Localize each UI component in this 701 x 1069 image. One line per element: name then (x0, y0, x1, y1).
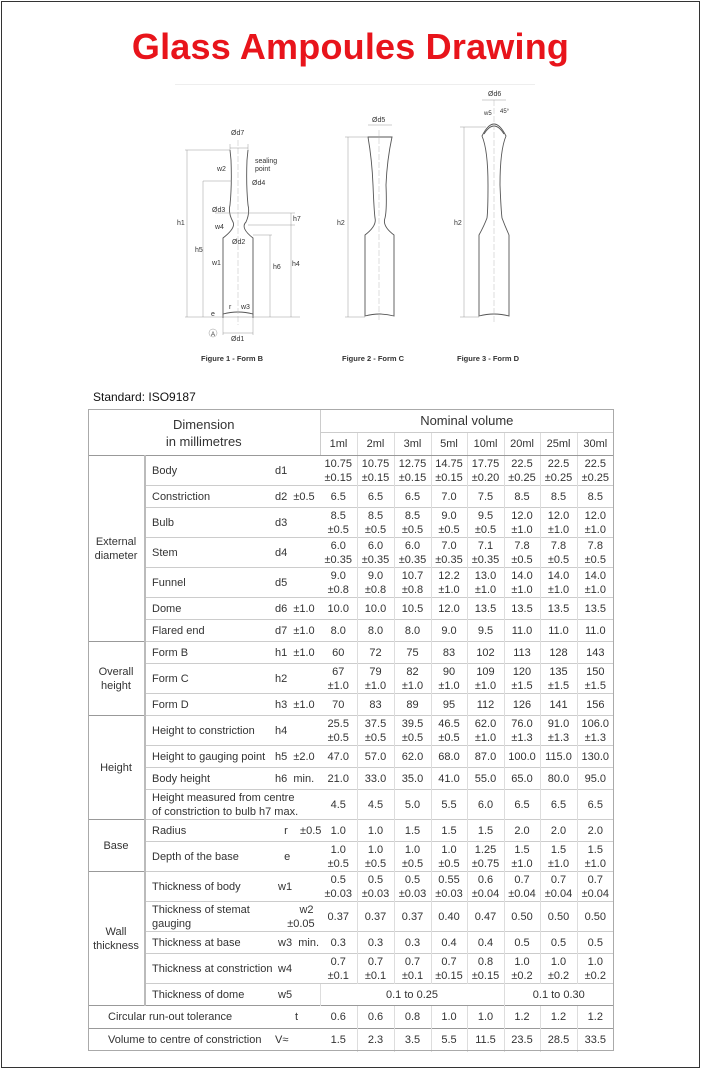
table-row (88, 664, 613, 694)
table-row (88, 716, 613, 746)
value-cell: 1.5 (431, 820, 467, 842)
dimension-label: Dome (145, 598, 275, 620)
value-cell: 37.5 ±0.5 (357, 716, 394, 746)
value-cell: 135 ±1.5 (540, 664, 577, 694)
svg-text:r: r (229, 304, 232, 311)
value-cell: 0.40 (431, 902, 467, 932)
value-cell: 87.0 (467, 746, 504, 768)
value-cell: 8.5 ±0.5 (320, 508, 357, 538)
table-row (88, 598, 613, 620)
dimension-label: Stem (145, 538, 275, 568)
dimension-label: Depth of the base (145, 842, 275, 872)
volume-header: 5ml (431, 433, 467, 456)
value-cell: 79 ±1.0 (357, 664, 394, 694)
table-row (88, 620, 613, 642)
group-label: Overall height (88, 642, 145, 716)
value-cell: 21.0 (320, 768, 357, 790)
value-cell: 13.5 (540, 598, 577, 620)
value-cell: 0.6 (320, 1006, 357, 1029)
table-row (88, 486, 613, 508)
dimension-label: Form B (145, 642, 275, 664)
value-cell: 13.5 (577, 598, 613, 620)
value-cell: 106.0 ±1.3 (577, 716, 613, 746)
value-cell: 0.47 (467, 902, 504, 932)
dimension-code: h6 min. (275, 768, 320, 790)
table-row (88, 538, 613, 568)
value-cell: 1.5 ±1.0 (577, 842, 613, 872)
value-cell: 67 ±1.0 (320, 664, 357, 694)
dimension-label: Thickness of stemat gauging (145, 902, 275, 932)
dimension-code: d6 ±1.0 (275, 598, 320, 620)
value-cell: 0.7 ±0.1 (394, 954, 431, 984)
value-cell: 8.5 ±0.5 (394, 508, 431, 538)
table-row (88, 954, 613, 984)
value-cell: 0.5 ±0.03 (357, 872, 394, 902)
value-cell: 41.0 (431, 768, 467, 790)
dimension-code: d4 (275, 538, 320, 568)
table-row (88, 508, 613, 538)
value-cell: 1.0 (467, 1006, 504, 1029)
table-row (88, 568, 613, 598)
value-cell: 90 ±1.0 (431, 664, 467, 694)
value-cell: 12.0 (431, 598, 467, 620)
value-cell: 10.5 (394, 598, 431, 620)
value-cell: 4.5 (357, 790, 394, 820)
value-cell: 9.0 (431, 620, 467, 642)
value-cell: 7.8 ±0.5 (504, 538, 540, 568)
value-cell: 11.0 (504, 620, 540, 642)
value-cell: 72 (357, 642, 394, 664)
volume-header: 1ml (320, 433, 357, 456)
value-cell: 22.5 ±0.25 (540, 456, 577, 486)
volume-header: 20ml (504, 433, 540, 456)
value-cell: 6.0 ±0.35 (394, 538, 431, 568)
value-cell: 0.1 to 0.25 (320, 984, 504, 1006)
dimension-code: h4 (275, 716, 320, 746)
value-cell: 0.6 (357, 1006, 394, 1029)
value-cell: 14.75 ±0.15 (431, 456, 467, 486)
dimension-label: Radius (145, 820, 275, 842)
svg-text:h5: h5 (195, 247, 203, 254)
value-cell: 5.5 (431, 790, 467, 820)
value-cell: 10.75 ±0.15 (357, 456, 394, 486)
svg-text:w3: w3 (241, 304, 250, 311)
value-cell: 22.5 ±0.25 (504, 456, 540, 486)
value-cell: 0.50 (577, 902, 613, 932)
dimension-label: Thickness of dome (145, 984, 275, 1006)
value-cell: 76.0 ±1.3 (504, 716, 540, 746)
table-row (88, 456, 613, 486)
group-label: External diameter (88, 456, 145, 642)
value-cell: 0.8 ±0.15 (467, 954, 504, 984)
value-cell: 3.5 (394, 1029, 431, 1052)
table-row (88, 902, 613, 932)
value-cell: 62.0 ±1.0 (467, 716, 504, 746)
page-title: Glass Ampoules Drawing (131, 26, 570, 67)
value-cell: 6.5 (357, 486, 394, 508)
figure-1-labels (177, 130, 301, 363)
value-cell: 0.5 (540, 932, 577, 954)
dimension-code: t (275, 1006, 320, 1029)
value-cell: 7.0 (431, 486, 467, 508)
svg-text:Ød1: Ød1 (231, 336, 245, 343)
value-cell: 80.0 (540, 768, 577, 790)
svg-text:h1: h1 (177, 220, 185, 227)
dimension-code: e (275, 842, 320, 872)
value-cell: 0.1 to 0.30 (504, 984, 613, 1006)
svg-text:w1: w1 (212, 260, 221, 267)
value-cell: 8.0 (320, 620, 357, 642)
value-cell: 6.5 (577, 790, 613, 820)
value-cell: 130.0 (577, 746, 613, 768)
dimension-label: Constriction (145, 486, 275, 508)
svg-text:w5: w5 (484, 111, 492, 117)
value-cell: 17.75 ±0.20 (467, 456, 504, 486)
dimension-label: Funnel (145, 568, 275, 598)
value-cell: 28.5 (540, 1029, 577, 1052)
svg-text:Ød2: Ød2 (232, 239, 246, 246)
value-cell: 11.5 (467, 1029, 504, 1052)
value-cell: 1.0 ±0.5 (357, 842, 394, 872)
table-row (88, 642, 613, 664)
svg-text:e: e (211, 311, 215, 318)
value-cell: 14.0 ±1.0 (577, 568, 613, 598)
value-cell: 1.5 (320, 1029, 357, 1052)
value-cell: 55.0 (467, 768, 504, 790)
dimension-label: Height measured from centre of constriction to bulb h7 max. (145, 790, 320, 820)
value-cell: 0.5 ±0.03 (320, 872, 357, 902)
value-cell: 1.2 (577, 1006, 613, 1029)
value-cell: 10.7 ±0.8 (394, 568, 431, 598)
dimension-code: h3 ±1.0 (275, 694, 320, 716)
table-row (88, 1006, 613, 1029)
value-cell: 0.37 (357, 902, 394, 932)
value-cell: 0.50 (504, 902, 540, 932)
value-cell: 22.5 ±0.25 (577, 456, 613, 486)
value-cell: 82 ±1.0 (394, 664, 431, 694)
dimension-label: Bulb (145, 508, 275, 538)
dimension-code: V≈ (275, 1029, 320, 1052)
header-row (88, 410, 613, 433)
value-cell: 1.5 (394, 820, 431, 842)
dimension-code: r ±0.5 (275, 820, 320, 842)
dimension-label: Flared end (145, 620, 275, 642)
svg-text:Figure 2 - Form C: Figure 2 - Form C (342, 354, 405, 363)
dimension-code: d7 ±1.0 (275, 620, 320, 642)
value-cell: 47.0 (320, 746, 357, 768)
value-cell: 0.7 ±0.1 (357, 954, 394, 984)
dimension-label: Thickness at constriction (145, 954, 275, 984)
value-cell: 141 (540, 694, 577, 716)
value-cell: 10.0 (320, 598, 357, 620)
value-cell: 70 (320, 694, 357, 716)
value-cell: 68.0 (431, 746, 467, 768)
value-cell: 83 (431, 642, 467, 664)
ampoule-drawings (170, 85, 550, 370)
dimension-code: d1 (275, 456, 320, 486)
value-cell: 0.4 (431, 932, 467, 954)
value-cell: 2.0 (540, 820, 577, 842)
value-cell: 11.0 (540, 620, 577, 642)
dimension-code: h2 (275, 664, 320, 694)
value-cell: 8.5 ±0.5 (357, 508, 394, 538)
dimension-label: Thickness at base (145, 932, 275, 954)
value-cell: 7.8 ±0.5 (540, 538, 577, 568)
standard-label: Standard: ISO9187 (93, 390, 196, 404)
value-cell: 143 (577, 642, 613, 664)
value-cell: 95 (431, 694, 467, 716)
value-cell: 6.5 (540, 790, 577, 820)
value-cell: 9.5 (467, 620, 504, 642)
value-cell: 12.0 ±1.0 (504, 508, 540, 538)
volume-header: 10ml (467, 433, 504, 456)
table-row (88, 790, 613, 820)
value-cell: 12.0 ±1.0 (540, 508, 577, 538)
value-cell: 13.5 (467, 598, 504, 620)
value-cell: 1.0 ±0.5 (320, 842, 357, 872)
value-cell: 1.5 (467, 820, 504, 842)
value-cell: 2.3 (357, 1029, 394, 1052)
value-cell: 62.0 (394, 746, 431, 768)
volume-header: 3ml (394, 433, 431, 456)
value-cell: 9.0 ±0.8 (320, 568, 357, 598)
svg-text:w4: w4 (215, 224, 224, 231)
svg-text:Ød3: Ød3 (212, 207, 226, 214)
value-cell: 150 ±1.5 (577, 664, 613, 694)
value-cell: 1.0 (320, 820, 357, 842)
svg-text:h2: h2 (454, 220, 462, 227)
dimension-code: h5 ±2.0 (275, 746, 320, 768)
value-cell: 35.0 (394, 768, 431, 790)
svg-text:sealing: sealing (255, 158, 278, 165)
svg-text:h6: h6 (273, 264, 281, 271)
value-cell: 113 (504, 642, 540, 664)
value-cell: 1.0 ±0.5 (394, 842, 431, 872)
table-row (88, 746, 613, 768)
value-cell: 1.0 ±0.2 (577, 954, 613, 984)
value-cell: 91.0 ±1.3 (540, 716, 577, 746)
volume-header: 30ml (577, 433, 613, 456)
value-cell: 0.55 ±0.03 (431, 872, 467, 902)
dimension-label: Volume to centre of constriction (88, 1029, 275, 1052)
value-cell: 10.75 ±0.15 (320, 456, 357, 486)
value-cell: 9.5 ±0.5 (467, 508, 504, 538)
value-cell: 6.0 ±0.35 (320, 538, 357, 568)
dimension-header: Dimension in millimetres (88, 410, 320, 456)
dimensions-table (88, 409, 613, 1052)
value-cell: 1.2 (504, 1006, 540, 1029)
value-cell: 156 (577, 694, 613, 716)
dimension-code: h1 ±1.0 (275, 642, 320, 664)
svg-text:point: point (255, 166, 271, 173)
value-cell: 83 (357, 694, 394, 716)
value-cell: 12.2 ±1.0 (431, 568, 467, 598)
value-cell: 2.0 (504, 820, 540, 842)
svg-text:h4: h4 (292, 261, 300, 268)
value-cell: 8.0 (394, 620, 431, 642)
value-cell: 12.0 ±1.0 (577, 508, 613, 538)
value-cell: 7.8 ±0.5 (577, 538, 613, 568)
dimension-code: w2 ±0.05 (275, 902, 320, 932)
value-cell: 0.7 ±0.04 (577, 872, 613, 902)
value-cell: 0.5 (504, 932, 540, 954)
value-cell: 1.5 ±1.0 (540, 842, 577, 872)
svg-text:w2: w2 (217, 166, 226, 173)
value-cell: 102 (467, 642, 504, 664)
dimension-label: Body height (145, 768, 275, 790)
svg-text:Figure 3 - Form D: Figure 3 - Form D (457, 354, 520, 363)
dimension-label: Height to constriction (145, 716, 275, 746)
figure-3-form-d (460, 100, 509, 322)
value-cell: 13.5 (504, 598, 540, 620)
value-cell: 9.0 ±0.8 (357, 568, 394, 598)
table-row (88, 932, 613, 954)
value-cell: 4.5 (320, 790, 357, 820)
svg-text:Ød5: Ød5 (372, 117, 386, 124)
dimension-code: w4 (275, 954, 320, 984)
value-cell: 46.5 ±0.5 (431, 716, 467, 746)
table-row (88, 872, 613, 902)
value-cell: 8.5 (540, 486, 577, 508)
value-cell: 9.0 ±0.5 (431, 508, 467, 538)
value-cell: 2.0 (577, 820, 613, 842)
volume-header: 25ml (540, 433, 577, 456)
value-cell: 0.4 (467, 932, 504, 954)
table-row (88, 694, 613, 716)
value-cell: 0.6 ±0.04 (467, 872, 504, 902)
value-cell: 33.0 (357, 768, 394, 790)
table-row (88, 768, 613, 790)
table-row (88, 842, 613, 872)
value-cell: 5.0 (394, 790, 431, 820)
value-cell: 6.5 (394, 486, 431, 508)
value-cell: 0.7 ±0.04 (540, 872, 577, 902)
value-cell: 8.5 (504, 486, 540, 508)
value-cell: 8.5 (577, 486, 613, 508)
dimension-code: d2 ±0.5 (275, 486, 320, 508)
value-cell: 1.25 ±0.75 (467, 842, 504, 872)
value-cell: 6.5 (320, 486, 357, 508)
dimension-label: Body (145, 456, 275, 486)
value-cell: 100.0 (504, 746, 540, 768)
value-cell: 126 (504, 694, 540, 716)
value-cell: 0.3 (320, 932, 357, 954)
figure-2-form-c (345, 125, 394, 322)
value-cell: 6.0 (467, 790, 504, 820)
value-cell: 6.0 ±0.35 (357, 538, 394, 568)
svg-text:Ød7: Ød7 (231, 130, 245, 137)
value-cell: 14.0 ±1.0 (540, 568, 577, 598)
value-cell: 0.37 (394, 902, 431, 932)
value-cell: 0.7 ±0.1 (320, 954, 357, 984)
value-cell: 0.50 (540, 902, 577, 932)
value-cell: 7.5 (467, 486, 504, 508)
dimension-code: d3 (275, 508, 320, 538)
value-cell: 65.0 (504, 768, 540, 790)
svg-text:Figure 1 - Form B: Figure 1 - Form B (201, 354, 264, 363)
dimension-code: w3 min. (275, 932, 320, 954)
dimension-label: Thickness of body (145, 872, 275, 902)
value-cell: 14.0 ±1.0 (504, 568, 540, 598)
value-cell: 25.5 ±0.5 (320, 716, 357, 746)
value-cell: 1.0 (431, 1006, 467, 1029)
value-cell: 13.0 ±1.0 (467, 568, 504, 598)
value-cell: 12.75 ±0.15 (394, 456, 431, 486)
value-cell: 6.5 (504, 790, 540, 820)
nominal-volume-header: Nominal volume (320, 410, 613, 433)
value-cell: 60 (320, 642, 357, 664)
value-cell: 0.5 ±0.03 (394, 872, 431, 902)
table-row (88, 1029, 613, 1052)
value-cell: 7.0 ±0.35 (431, 538, 467, 568)
value-cell: 57.0 (357, 746, 394, 768)
value-cell: 75 (394, 642, 431, 664)
value-cell: 1.0 (357, 820, 394, 842)
group-label: Base (88, 820, 145, 872)
value-cell: 1.2 (540, 1006, 577, 1029)
dimension-label: Height to gauging point (145, 746, 275, 768)
value-cell: 89 (394, 694, 431, 716)
value-cell: 112 (467, 694, 504, 716)
dimension-code: w5 (275, 984, 320, 1006)
svg-text:A: A (211, 332, 216, 338)
svg-text:h2: h2 (337, 220, 345, 227)
value-cell: 95.0 (577, 768, 613, 790)
value-cell: 0.7 ±0.04 (504, 872, 540, 902)
value-cell: 33.5 (577, 1029, 613, 1052)
value-cell: 7.1 ±0.35 (467, 538, 504, 568)
table-row (88, 820, 613, 842)
group-label: Height (88, 716, 145, 820)
svg-text:h7: h7 (293, 216, 301, 223)
value-cell: 0.8 (394, 1006, 431, 1029)
value-cell: 1.0 ±0.2 (540, 954, 577, 984)
dimension-code: d5 (275, 568, 320, 598)
value-cell: 109 ±1.0 (467, 664, 504, 694)
value-cell: 115.0 (540, 746, 577, 768)
value-cell: 0.7 ±0.15 (431, 954, 467, 984)
volume-header: 2ml (357, 433, 394, 456)
svg-text:Ød6: Ød6 (488, 91, 502, 98)
value-cell: 0.3 (394, 932, 431, 954)
value-cell: 0.37 (320, 902, 357, 932)
value-cell: 1.5 ±1.0 (504, 842, 540, 872)
value-cell: 10.0 (357, 598, 394, 620)
value-cell: 0.3 (357, 932, 394, 954)
group-label: Wall thickness (88, 872, 145, 1006)
svg-text:Ød4: Ød4 (252, 180, 266, 187)
value-cell: 120 ±1.5 (504, 664, 540, 694)
value-cell: 1.0 ±0.2 (504, 954, 540, 984)
value-cell: 1.0 ±0.5 (431, 842, 467, 872)
dimension-code: w1 (275, 872, 320, 902)
dimension-label: Form C (145, 664, 275, 694)
value-cell: 8.0 (357, 620, 394, 642)
table-row (88, 984, 613, 1006)
value-cell: 5.5 (431, 1029, 467, 1052)
dimension-label: Form D (145, 694, 275, 716)
value-cell: 11.0 (577, 620, 613, 642)
value-cell: 39.5 ±0.5 (394, 716, 431, 746)
value-cell: 23.5 (504, 1029, 540, 1052)
value-cell: 128 (540, 642, 577, 664)
dimension-label: Circular run-out tolerance (88, 1006, 275, 1029)
svg-text:45°: 45° (500, 109, 510, 115)
value-cell: 0.5 (577, 932, 613, 954)
